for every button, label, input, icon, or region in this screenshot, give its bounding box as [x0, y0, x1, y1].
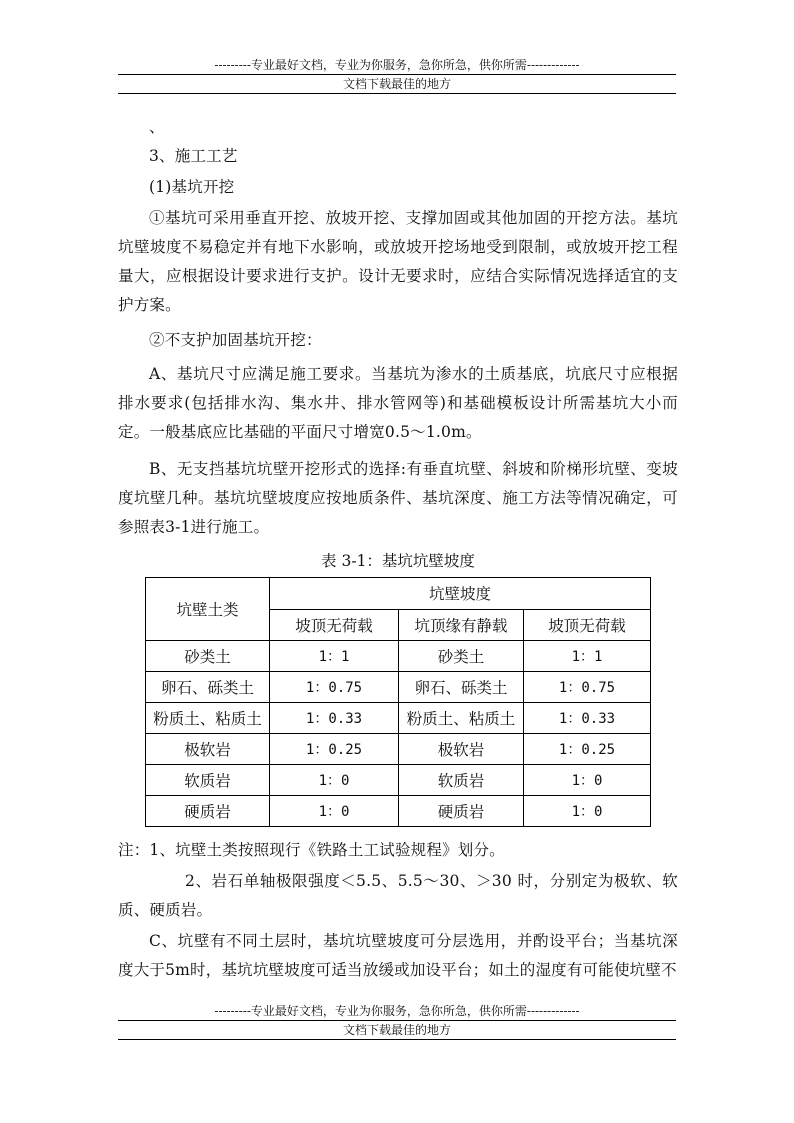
- table-row: [146, 765, 651, 796]
- table-cell: 1：0.75: [524, 672, 651, 703]
- table-cell: 硬质岩: [399, 796, 524, 827]
- table-row: [146, 734, 651, 765]
- stray-mark: 、: [149, 118, 165, 136]
- table-cell: 砂类土: [146, 641, 270, 672]
- table-cell: 卵石、砾类土: [146, 672, 270, 703]
- note-1: 注：1、坑壁土类按照现行《铁路土工试验规程》划分。: [118, 841, 505, 859]
- footer-rule: [118, 1020, 676, 1021]
- table-cell: 粉质土、粘质土: [399, 703, 524, 734]
- table-cell: 卵石、砾类土: [399, 672, 524, 703]
- table-cell: 1：1: [270, 641, 399, 672]
- footer-subtitle: 文档下载最佳的地方: [342, 1023, 451, 1037]
- header-rule-bottom: [118, 93, 676, 94]
- table-row: [146, 672, 651, 703]
- section-title: 3、施工工艺: [149, 147, 238, 165]
- paragraph-2: ②不支护加固基坑开挖：: [149, 331, 322, 349]
- table-header-row: [146, 578, 651, 610]
- table-header-slope: 坑壁坡度: [270, 578, 651, 610]
- table-cell: 1：0.75: [270, 672, 399, 703]
- table-row: [146, 796, 651, 827]
- table-cell: 硬质岩: [146, 796, 270, 827]
- table-cell: 1：0: [270, 765, 399, 796]
- table-header-soil-type: 坑壁土类: [146, 578, 270, 641]
- table-cell: 1：0.25: [270, 734, 399, 765]
- subsection-title: (1)基坑开挖: [149, 178, 235, 196]
- table-cell: 1：0: [270, 796, 399, 827]
- table-caption: 表 3-1：基坑坑壁坡度: [321, 552, 475, 570]
- table-cell: 1：0: [524, 765, 651, 796]
- table-cell: 1：0.33: [524, 703, 651, 734]
- table-subheader: 坡顶无荷载: [270, 609, 399, 641]
- footer-tagline: ---------专业最好文档，专业为你服务，急你所急，供你所需-------------: [214, 1004, 580, 1018]
- table-cell: 1：1: [524, 641, 651, 672]
- table-row: [146, 641, 651, 672]
- table-cell: 砂类土: [399, 641, 524, 672]
- table-cell: 软质岩: [146, 765, 270, 796]
- header-rule: [118, 74, 676, 75]
- paragraph-4: B、无支挡基坑坑壁开挖形式的选择:有垂直坑壁、斜坡和阶梯形坑壁、变坡度坑壁几种。基坑坑壁坡度应按地质条件、基坑深度、施工方法等情况确定，可参照表3-1进行施工。: [118, 460, 678, 536]
- table-cell: 1：0.33: [270, 703, 399, 734]
- table-subheader: 坡顶无荷载: [524, 609, 651, 641]
- paragraph-1: ①基坑可采用垂直开挖、放坡开挖、支撑加固或其他加固的开挖方法。基坑坑壁坡度不易稳定并有地下水影响，或放坡开挖场地受到限制，或放坡开挖工程量大，应根据设计要求进行支护。设计无要求时，应结合实际情况选择适宜的支护方案。: [118, 209, 678, 314]
- footer-rule-bottom: [118, 1039, 676, 1040]
- note-2: 2、岩石单轴极限强度＜5.5、5.5～30、＞30 时，分别定为极软、软质、硬质岩。: [118, 872, 678, 919]
- table-subheader: 坑顶缘有静载: [399, 609, 524, 641]
- header-tagline: ---------专业最好文档，专业为你服务，急你所急，供你所需-------------: [214, 58, 580, 72]
- table-cell: 极软岩: [146, 734, 270, 765]
- slope-table: [145, 577, 651, 827]
- paragraph-5: C、坑壁有不同土层时，基坑坑壁坡度可分层选用，并酌设平台；当基坑深度大于5m时，基坑坑壁坡度可适当放缓或加设平台；如土的湿度有可能使坑壁不: [118, 932, 678, 979]
- header-subtitle: 文档下载最佳的地方: [342, 77, 451, 91]
- paragraph-3: A、基坑尺寸应满足施工要求。当基坑为渗水的土质基底，坑底尺寸应根据排水要求(包括排水沟、集水井、排水管网等)和基础模板设计所需基坑大小而定。一般基底应比基础的平面尺寸增宽0.5～1.0m。: [118, 365, 678, 441]
- table-cell: 1：0: [524, 796, 651, 827]
- table-cell: 粉质土、粘质土: [146, 703, 270, 734]
- table-cell: 软质岩: [399, 765, 524, 796]
- table-cell: 1：0.25: [524, 734, 651, 765]
- table-cell: 极软岩: [399, 734, 524, 765]
- table-row: [146, 703, 651, 734]
